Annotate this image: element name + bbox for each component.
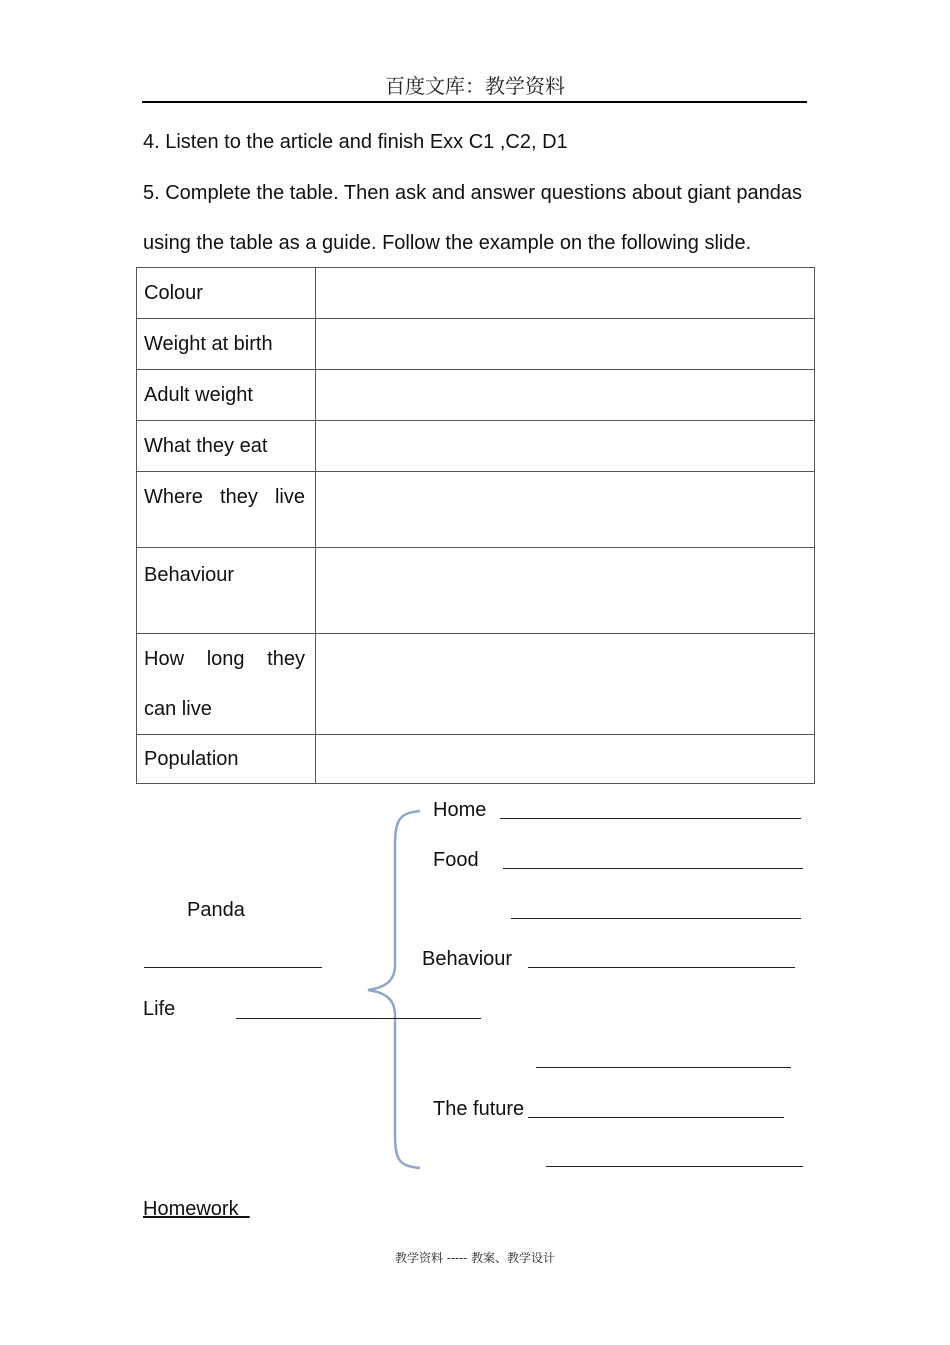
curly-brace-icon	[360, 805, 430, 1175]
blank-line-food-extra[interactable]	[511, 918, 801, 919]
table-row	[137, 370, 815, 421]
blank-line-food[interactable]	[503, 868, 803, 869]
mindmap-food-label: Food	[433, 849, 479, 871]
mindmap-life-label: Life	[143, 998, 176, 1020]
table-label-cell: Weight at birth	[137, 319, 316, 370]
instruction-item-5-line-2: using the table as a guide. Follow the example on the following slide.	[143, 232, 752, 254]
table-row	[137, 268, 815, 319]
table-value-cell[interactable]	[316, 548, 815, 634]
instruction-item-4: 4. Listen to the article and finish Exx C1 ,C2, D1	[143, 131, 568, 153]
table-row	[137, 548, 815, 634]
table-row	[137, 421, 815, 472]
table-value-cell[interactable]	[316, 735, 815, 784]
table-value-cell[interactable]	[316, 634, 815, 735]
mindmap-center-label: Panda	[187, 899, 245, 921]
table-value-cell[interactable]	[316, 421, 815, 472]
blank-line-future-extra[interactable]	[546, 1166, 803, 1167]
mindmap-future-label: The future	[433, 1098, 525, 1120]
table-label-cell: Population	[137, 735, 316, 784]
page-header-title: 百度文库：教学资料	[385, 74, 565, 98]
page-footer: 教学资料 ----- 教案、教学设计	[395, 1251, 555, 1265]
table-label-cell: Where they live	[137, 472, 316, 548]
table-value-cell[interactable]	[316, 472, 815, 548]
mindmap-home-label: Home	[433, 799, 487, 821]
blank-line-home[interactable]	[500, 818, 801, 819]
table-row	[137, 634, 815, 735]
table-value-cell[interactable]	[316, 370, 815, 421]
blank-line-center[interactable]	[144, 967, 322, 968]
table-row	[137, 319, 815, 370]
header-rule	[142, 101, 807, 103]
table-label-cell: Adult weight	[137, 370, 316, 421]
table-label-cell: What they eat	[137, 421, 316, 472]
blank-line-behaviour-extra[interactable]	[536, 1067, 791, 1068]
table-label-cell: Colour	[137, 268, 316, 319]
table-row	[137, 735, 815, 784]
table-label-cell: How long they can live	[137, 634, 316, 735]
homework-heading: Homework	[143, 1198, 239, 1220]
blank-line-life[interactable]	[236, 1018, 481, 1019]
table-row	[137, 472, 815, 548]
blank-line-future[interactable]	[528, 1117, 784, 1118]
table-value-cell[interactable]	[316, 268, 815, 319]
table-value-cell[interactable]	[316, 319, 815, 370]
instruction-item-5-line-1: 5. Complete the table. Then ask and answer questions about giant pandas	[143, 182, 802, 204]
table-label-cell: Behaviour	[137, 548, 316, 634]
blank-line-behaviour[interactable]	[528, 967, 795, 968]
mindmap-behaviour-label: Behaviour	[422, 948, 513, 970]
panda-facts-table	[136, 267, 815, 784]
